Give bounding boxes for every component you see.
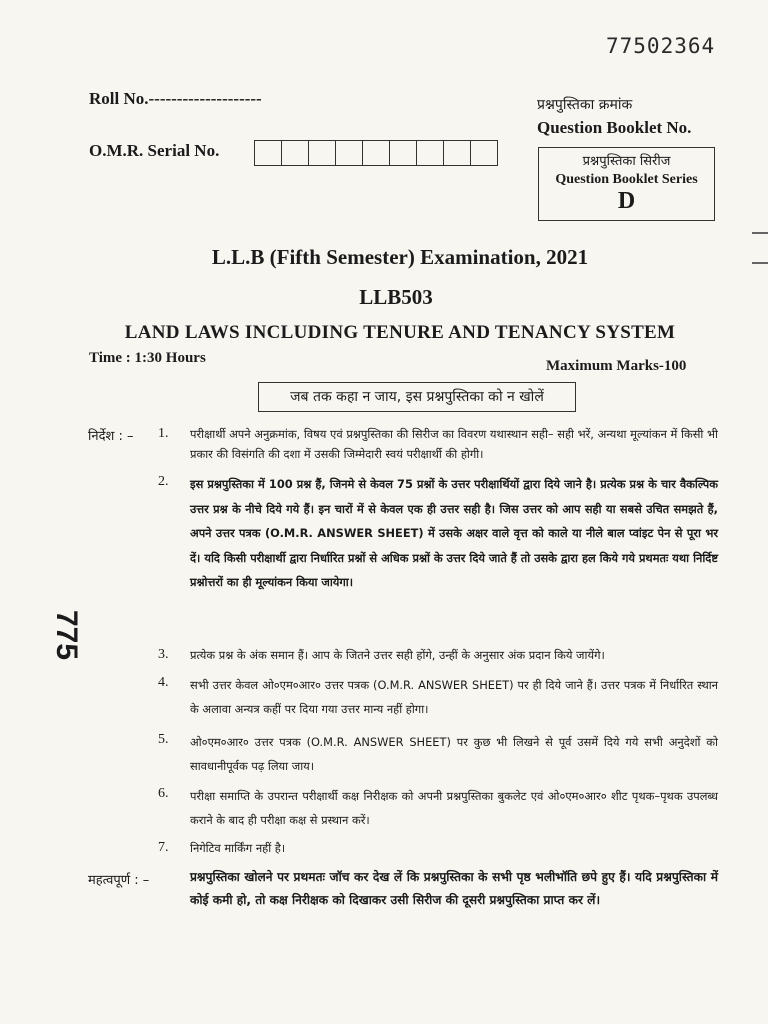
instruction-number: 3. (158, 647, 169, 662)
exam-title: L.L.B (Fifth Semester) Examination, 2021 (211, 245, 589, 269)
series-label: Question Booklet Series (555, 172, 698, 187)
instruction-item (158, 784, 718, 832)
booklet-no-label: Question Booklet No. (537, 118, 692, 137)
instruction-number: 2. (158, 474, 169, 489)
instruction-number: 5. (158, 732, 169, 747)
instruction-number: 4. (158, 675, 169, 690)
series-hindi-label: प्रश्नपुस्तिका सिरीज (582, 154, 671, 169)
page-edge-mark (752, 232, 768, 234)
omr-serial-box[interactable] (336, 141, 363, 165)
instruction-item (158, 730, 718, 778)
instruction-text: परीक्षा समाप्ति के उपरान्त परीक्षार्थी कक्ष निरीक्षक को अपनी प्रश्नपुस्तिका बुकलेट एवं ओ०एम०आर० शीट पृथक–पृथक उपलब्ध कराने के बाद ही परीक्षा कक्ष से प्रस्थान करें। (190, 789, 718, 827)
omr-serial-box[interactable] (417, 141, 444, 165)
subject-title: LAND LAWS INCLUDING TENURE AND TENANCY SYSTEM (124, 322, 676, 343)
instruction-text: परीक्षार्थी अपने अनुक्रमांक, विषय एवं प्रश्नपुस्तिका की सिरीज का विवरण यथास्थान सही– सही भरें, अन्यथा मूल्यांकन में किसी भी प्रकार की विसंगति की दशा में उसकी जिम्मेदारी स्वयं परीक्षार्थी की होगी। (190, 427, 718, 461)
omr-serial-box[interactable] (255, 141, 282, 165)
instruction-item (158, 838, 718, 858)
instruction-text: इस प्रश्नपुस्तिका में 100 प्रश्न हैं, जिनमे से केवल 75 प्रश्नों के उत्तर परीक्षार्थियों द्वारा दिये जाने है। प्रत्येक प्रश्न के चार वैकल्पिक उत्तर प्रश्न के नीचे दिये गये हैं। इन चारों में से केवल एक ही उत्तर सही है। जिस उत्तर को आप सही या सबसे उचित समझते हैं, अपने उत्तर पत्रक (O.M.R. ANSWER SHEET) में उसके अक्षर वाले वृत्त को काले या नीले बाल प्वांइट पेन से पूरा भर दें। यदि किसी परीक्षार्थी द्वारा निर्धारित प्रश्नों से अधिक प्रश्नों के उत्तर दिये जाते हैं तो उसके द्वारा हल किये गये प्रथमतः यथा निर्दिष्ट प्रश्नोत्तरों का ही मूल्यांकन किया जायेगा। (190, 477, 718, 589)
instruction-item (158, 673, 718, 721)
instruction-number: 7. (158, 840, 169, 855)
maximum-marks: Maximum Marks-100 (546, 358, 687, 374)
instructions-label: निर्देश : – (88, 429, 134, 444)
booklet-no-hindi-label: प्रश्नपुस्तिका क्रमांक (537, 97, 633, 113)
side-code: 775 (50, 610, 83, 661)
paper-code: LLB503 (359, 285, 433, 309)
instruction-item (158, 424, 718, 464)
important-note: प्रश्नपुस्तिका खोलने पर प्रथमतः जॉच कर देख लें कि प्रश्नपुस्तिका के सभी पृष्ठ भलीभॉति छपे हुए हैं। यदि प्रश्नपुस्तिका में कोई कमी हो, तो कक्ष निरीक्षक को दिखाकर उसी सिरीज की दूसरी प्रश्नपुस्तिका प्राप्त कर लें। (190, 870, 718, 907)
omr-serial-boxes[interactable] (254, 140, 498, 166)
instruction-item (158, 645, 718, 665)
page-edge-mark (752, 262, 768, 264)
omr-serial-box[interactable] (282, 141, 309, 165)
omr-serial-label: O.M.R. Serial No. (89, 141, 220, 160)
series-value: D (617, 188, 636, 214)
omr-serial-box[interactable] (309, 141, 336, 165)
time-allowed: Time : 1:30 Hours (89, 350, 206, 366)
important-label: महत्वपूर्ण : – (88, 873, 150, 888)
do-not-open-notice: जब तक कहा न जाय, इस प्रश्नपुस्तिका को न खोलें (258, 382, 576, 412)
omr-serial-box[interactable] (471, 141, 497, 165)
omr-serial-box[interactable] (390, 141, 417, 165)
booklet-series-box (538, 147, 715, 221)
instruction-text: सभी उत्तर केवल ओ०एम०आर० उत्तर पत्रक (O.M.R. ANSWER SHEET) पर ही दिये जाने हैं। उत्तर पत्रक में निर्धारित स्थान के अलावा अन्यत्र कहीं पर दिया गया उत्तर मान्य नहीं होगा। (190, 678, 718, 716)
roll-no-label: Roll No.-------------------- (89, 89, 262, 108)
instruction-text: निगेटिव मार्किंग नहीं है। (190, 841, 286, 855)
omr-serial-box[interactable] (363, 141, 390, 165)
instruction-text: ओ०एम०आर० उत्तर पत्रक (O.M.R. ANSWER SHEET) पर कुछ भी लिखने से पूर्व उसमें दिये गये सभी अनुदेशों को सावधानीपूर्वक पढ़ लिया जाय। (190, 735, 718, 773)
instruction-item (158, 472, 718, 595)
instruction-number: 1. (158, 426, 169, 441)
instruction-number: 6. (158, 786, 169, 801)
omr-serial-box[interactable] (444, 141, 471, 165)
booklet-serial-number: 77502364 (606, 34, 716, 58)
instruction-text: प्रत्येक प्रश्न के अंक समान हैं। आप के जितने उत्तर सही होंगे, उन्हीं के अनुसार अंक प्रदान किये जायेंगे। (190, 648, 605, 662)
